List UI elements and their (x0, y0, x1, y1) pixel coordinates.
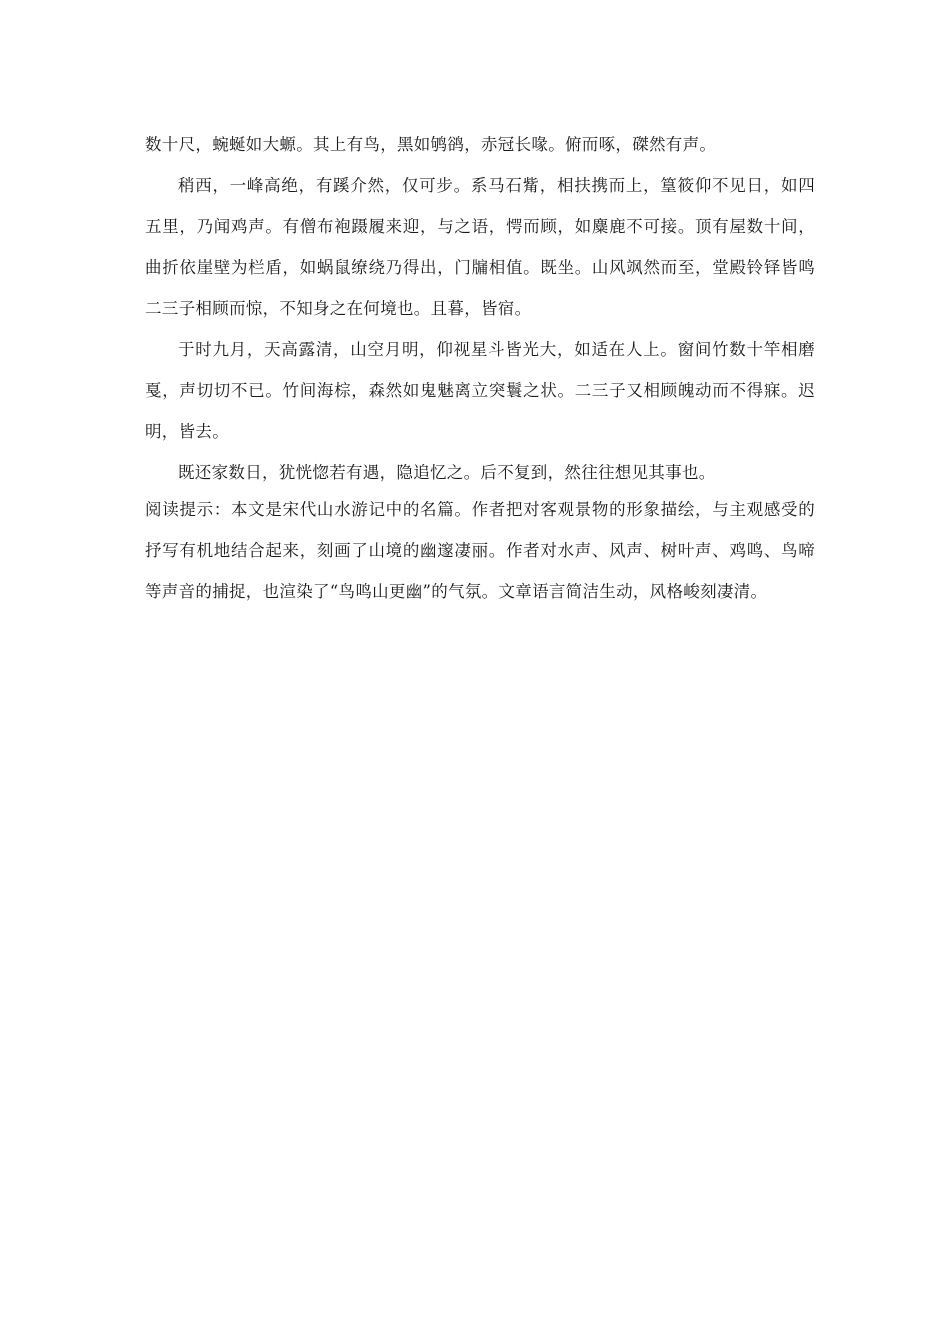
article-body (145, 124, 815, 612)
reading-tip: 阅读提示：本文是宋代山水游记中的名篇。作者把对客观景物的形象描绘，与主观感受的抒写有机地结合起来，刻画了山境的幽邃凄丽。作者对水声、风声、树叶声、鸡鸣、鸟啼等声音的捕捉，也渲染了“鸟鸣山更幽”的气氛。文章语言简洁生动，风格峻刻凄清。 (145, 500, 815, 601)
paragraph-mountain-peak: 稍西，一峰高绝，有蹊介然，仅可步。系马石觜，相扶携而上，篁筱仰不见日，如四五里，乃闻鸡声。有僧布袍蹑履来迎，与之语，愕而顾，如麋鹿不可接。顶有屋数十间，曲折依崖壁为栏盾，如蜗鼠缭绕乃得出，门牖相值。既坐。山风飒然而至，堂殿铃铎皆鸣二三子相顾而惊，不知身之在何境也。且暮，皆宿。 (145, 176, 815, 318)
paragraph-continuation: 数十尺，蜿蜒如大螈。其上有鸟，黑如鸲鹆，赤冠长喙。俯而啄，磔然有声。 (145, 135, 717, 154)
paragraph-september-night: 于时九月，天高露清，山空月明，仰视星斗皆光大，如适在人上。窗间竹数十竿相磨戛，声切切不已。竹间海棕，森然如鬼魅离立突鬟之状。二三子又相顾魄动而不得寐。迟明，皆去。 (145, 340, 815, 441)
paragraph-return-home: 既还家数日，犹恍惚若有遇，隐追忆之。后不复到，然往往想见其事也。 (178, 463, 716, 482)
